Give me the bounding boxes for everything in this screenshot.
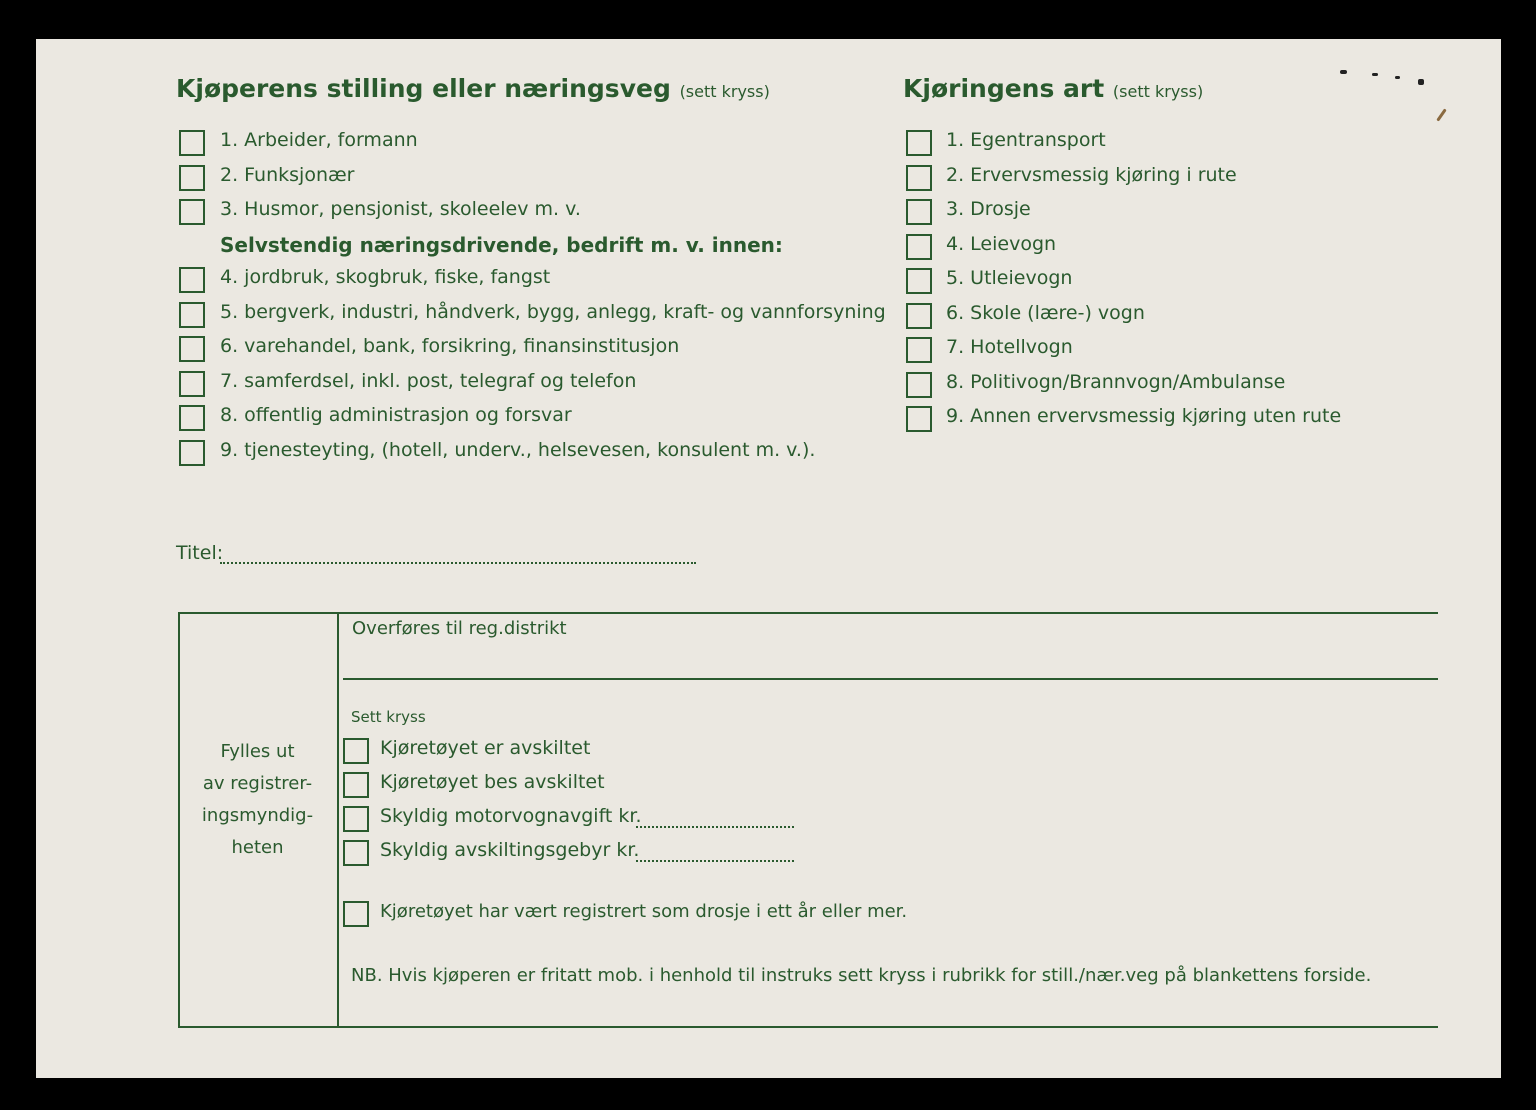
occupation-label: 3. Husmor, pensjonist, skoleelev m. v. [220, 198, 581, 220]
occupation-label: 4. jordbruk, skogbruk, fiske, fangst [220, 266, 551, 288]
registry-checkbox[interactable] [343, 772, 369, 798]
occupation-checkbox[interactable] [179, 336, 205, 362]
ink-speck [1372, 73, 1378, 76]
registry-check-label: Kjøretøyet bes avskiltet [380, 771, 605, 793]
driving-type-checkbox[interactable] [906, 199, 932, 225]
right-section-title [903, 74, 1203, 103]
registry-checkbox[interactable] [343, 840, 369, 866]
occupation-label: 1. Arbeider, formann [220, 129, 418, 151]
right-title-text: Kjøringens art [903, 74, 1105, 103]
registry-check-label: Kjøretøyet er avskiltet [380, 737, 591, 759]
occupation-label: 2. Funksjonær [220, 163, 355, 186]
driving-type-checkbox[interactable] [906, 337, 932, 363]
occupation-label: 7. samferdsel, inkl. post, telegraf og telefon [220, 369, 637, 392]
driving-type-label: 1. Egentransport [946, 129, 1106, 151]
title-input-line[interactable] [220, 562, 696, 564]
driving-type-checkbox[interactable] [906, 372, 932, 398]
occupation-checkbox[interactable] [179, 267, 205, 293]
occupation-checkbox[interactable] [179, 440, 205, 466]
registry-check-label: Skyldig motorvognavgift kr. [380, 805, 642, 827]
left-section-title [176, 74, 770, 103]
transfer-input-line[interactable] [343, 678, 1438, 680]
side-label-line: heten [231, 837, 284, 858]
driving-type-checkbox[interactable] [906, 130, 932, 156]
occupation-checkbox[interactable] [179, 130, 205, 156]
driving-type-checkbox[interactable] [906, 406, 932, 432]
driving-type-label: 3. Drosje [946, 198, 1031, 220]
driving-type-label: 8. Politivogn/Brannvogn/Ambulanse [946, 370, 1286, 393]
transfer-label: Overføres til reg.distrikt [352, 618, 567, 639]
driving-type-label: 6. Skole (lære-) vogn [946, 301, 1145, 324]
driving-type-label: 4. Leievogn [946, 232, 1057, 255]
left-title-text: Kjøperens stilling eller næringsveg [176, 74, 671, 103]
driving-type-label: 9. Annen ervervsmessig kjøring uten rute [946, 405, 1342, 427]
side-label-line: Fylles ut [220, 741, 295, 762]
driving-type-label: 5. Utleievogn [946, 267, 1073, 289]
left-title-hint: (sett kryss) [679, 82, 770, 101]
occupation-label: 9. tjenesteyting, (hotell, underv., helsevesen, konsulent m. v.). [220, 438, 816, 461]
driving-type-checkbox[interactable] [906, 303, 932, 329]
registry-check-label: Skyldig avskiltingsgebyr kr. [380, 839, 640, 861]
registry-checkbox[interactable] [343, 806, 369, 832]
occupation-label: 6. varehandel, bank, forsikring, finansinstitusjon [220, 335, 680, 357]
occupation-checkbox[interactable] [179, 165, 205, 191]
occupation-label: 8. offentlig administrasjon og forsvar [220, 404, 572, 426]
driving-type-checkbox[interactable] [906, 268, 932, 294]
avskiltingsgebyr-amount-line[interactable] [636, 860, 794, 862]
ink-speck [1395, 76, 1400, 79]
occupation-checkbox[interactable] [179, 371, 205, 397]
motorvognavgift-amount-line[interactable] [636, 826, 794, 828]
drosje-label: Kjøretøyet har vært registrert som drosje i ett år eller mer. [380, 901, 908, 922]
self-employed-subheading: Selvstendig næringsdrivende, bedrift m. v. innen: [220, 233, 783, 257]
driving-type-label: 2. Ervervsmessig kjøring i rute [946, 163, 1237, 186]
side-label-line: ingsmyndig- [201, 805, 314, 826]
nb-note: NB. Hvis kjøperen er fritatt mob. i henhold til instruks sett kryss i rubrikk for still./nær.veg på blankettens forside. [351, 965, 1372, 986]
occupation-checkbox[interactable] [179, 405, 205, 431]
drosje-checkbox[interactable] [343, 901, 369, 927]
occupation-label: 5. bergverk, industri, håndverk, bygg, anlegg, kraft- og vannforsyning [220, 300, 886, 323]
registry-divider [337, 612, 339, 1028]
occupation-checkbox[interactable] [179, 302, 205, 328]
driving-type-label: 7. Hotellvogn [946, 336, 1073, 358]
ink-speck [1340, 70, 1347, 74]
registry-side-label [178, 736, 337, 864]
occupation-checkbox[interactable] [179, 199, 205, 225]
side-label-line: av registrer- [202, 773, 313, 794]
title-label: Titel: [176, 542, 224, 564]
sett-kryss-label: Sett kryss [351, 708, 426, 726]
right-title-hint: (sett kryss) [1112, 82, 1204, 101]
ink-speck [1418, 79, 1424, 85]
driving-type-checkbox[interactable] [906, 234, 932, 260]
registry-checkbox[interactable] [343, 738, 369, 764]
driving-type-checkbox[interactable] [906, 165, 932, 191]
